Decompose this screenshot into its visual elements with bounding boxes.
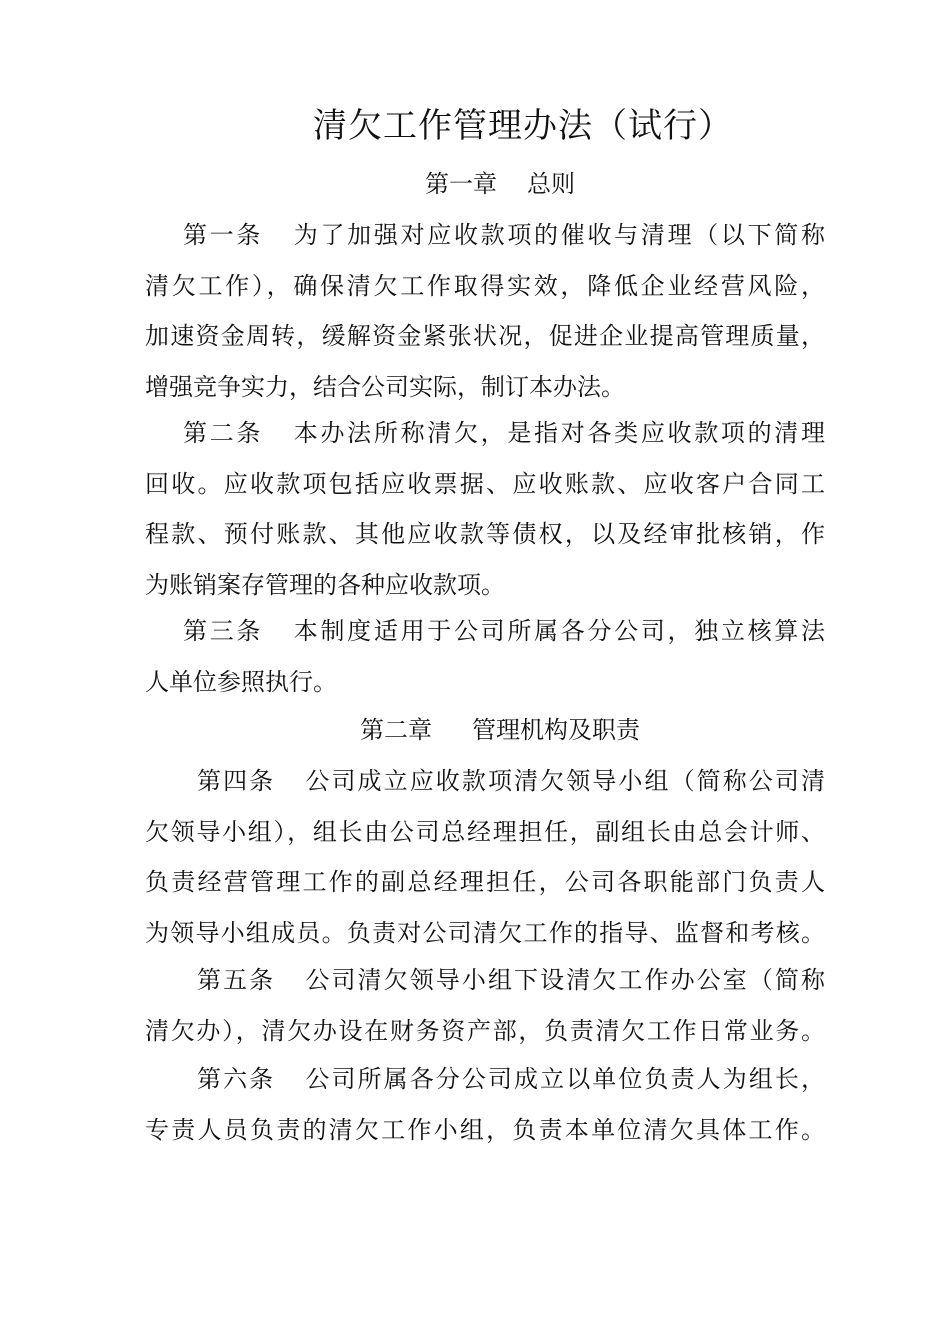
article-text: 公司所属各分公司成立以单位负责人为组长， <box>303 1065 826 1093</box>
article-line: 负责经营管理工作的副总经理担任，公司各职能部门负责人 <box>145 868 825 896</box>
article-line <box>145 210 825 261</box>
article-label: 第六条 <box>197 1065 276 1093</box>
article-line: 增强竞争实力，结合公司实际，制订本办法。 <box>145 372 625 401</box>
article-label: 第一条 <box>183 221 264 249</box>
article-text: 公司清欠领导小组下设清欠工作办公室（简称 <box>303 966 826 994</box>
article-line <box>145 606 825 657</box>
article-line: 加速资金周转，缓解资金紧张状况，促进企业提高管理质量， <box>145 322 825 350</box>
chapter-heading-1 <box>0 164 950 204</box>
article-label: 第五条 <box>197 966 276 994</box>
article-line: 专责人员负责的清欠工作小组，负责本单位清欠具体工作。 <box>145 1115 825 1144</box>
chapter-number: 第一章 <box>425 170 497 198</box>
article-6 <box>145 1054 825 1155</box>
article-line <box>145 408 825 459</box>
article-2 <box>145 408 825 610</box>
article-text: 为了加强对应收款项的催收与清理（以下简称 <box>291 221 826 249</box>
article-text: 公司成立应收款项清欠领导小组（简称公司清 <box>303 767 826 795</box>
article-3 <box>145 606 825 707</box>
article-text: 本制度适用于公司所属各分公司，独立核算法 <box>291 617 826 645</box>
document-title: 清欠工作管理办法（试行） <box>313 106 733 146</box>
article-line <box>145 756 825 807</box>
article-4 <box>145 756 825 958</box>
article-5 <box>145 955 825 1056</box>
article-label: 第四条 <box>197 767 276 795</box>
article-line: 回收。应收款项包括应收票据、应收账款、应收客户合同工 <box>145 469 825 498</box>
article-text: 本办法所称清欠，是指对各类应收款项的清理 <box>291 419 826 447</box>
article-line: 欠领导小组），组长由公司总经理担任，副组长由总会计师、 <box>145 817 825 846</box>
article-line <box>145 1054 825 1105</box>
article-line: 为领导小组成员。负责对公司清欠工作的指导、监督和考核。 <box>145 918 825 947</box>
article-line: 为账销案存管理的各种应收款项。 <box>145 570 505 599</box>
article-line: 程款、预付账款、其他应收款等债权，以及经审批核销，作 <box>145 520 825 548</box>
article-line <box>145 955 825 1006</box>
article-label: 第二条 <box>183 419 264 447</box>
chapter-name: 管理机构及职责 <box>472 716 640 744</box>
chapter-name: 总则 <box>527 170 575 198</box>
article-line: 清欠工作），确保清欠工作取得实效，降低企业经营风险， <box>145 271 825 300</box>
chapter-number: 第二章 <box>360 716 432 744</box>
chapter-heading-2 <box>0 710 950 750</box>
article-line: 清欠办），清欠办设在财务资产部，负责清欠工作日常业务。 <box>145 1016 825 1045</box>
article-1 <box>145 210 825 412</box>
article-line: 人单位参照执行。 <box>145 667 337 696</box>
article-label: 第三条 <box>183 617 264 645</box>
